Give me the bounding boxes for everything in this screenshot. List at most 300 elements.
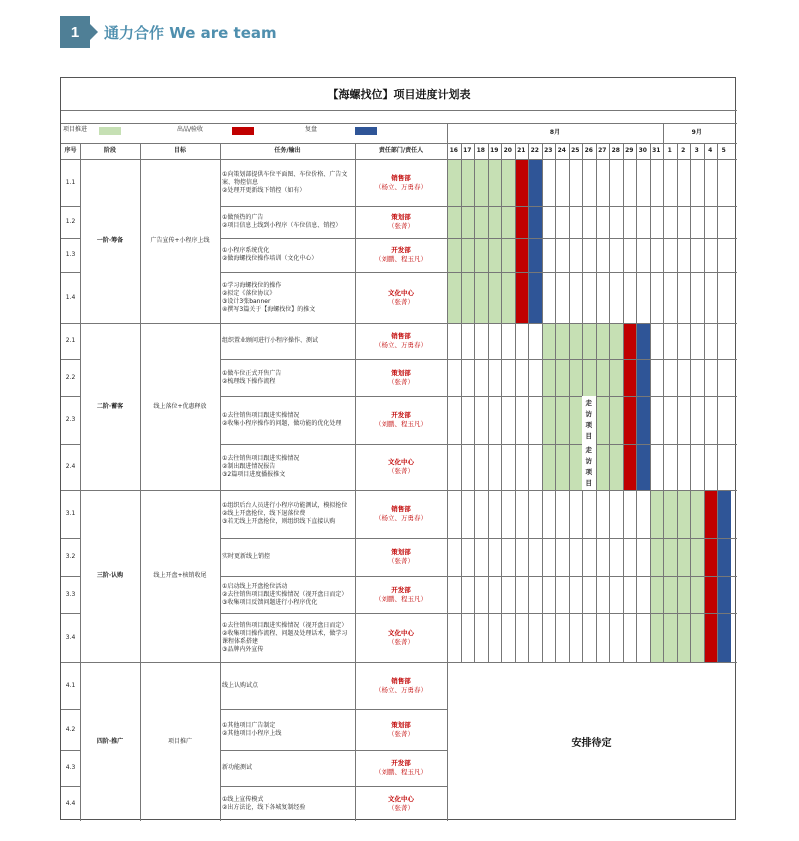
schedule-cell-progress	[501, 206, 515, 238]
month-label-aug: 8月	[549, 129, 561, 136]
row-border	[220, 359, 737, 360]
schedule-cell-review	[636, 323, 650, 359]
schedule-cell-progress	[488, 272, 502, 323]
schedule-cell-progress	[447, 206, 461, 238]
day-header: 18	[476, 147, 485, 154]
task-line: ①线上宣传模式	[222, 795, 264, 803]
dept-name: 开发部	[391, 759, 411, 767]
row-dept	[355, 396, 447, 444]
legend-border	[61, 123, 737, 124]
schedule-cell-progress	[461, 238, 475, 272]
row-border	[61, 206, 80, 207]
schedule-cell-progress	[650, 490, 664, 538]
row-dept	[355, 323, 447, 359]
row-seq: 3.2	[65, 553, 76, 560]
schedule-cell-progress	[461, 159, 475, 206]
schedule-cell-delivery	[623, 396, 637, 444]
col-header-dept: 责任部门/责任人	[378, 147, 424, 154]
day-divider	[690, 143, 691, 662]
row-seq: 2.1	[65, 337, 76, 344]
schedule-cell-progress	[677, 538, 691, 576]
day-divider	[677, 143, 678, 662]
schedule-cell-progress	[650, 613, 664, 662]
schedule-cell-review	[528, 159, 542, 206]
schedule-cell-progress	[461, 206, 475, 238]
section-number-badge: 1	[60, 16, 90, 48]
row-dept	[355, 662, 447, 709]
schedule-cell-review	[636, 444, 650, 490]
row-task	[222, 662, 353, 709]
schedule-cell-progress	[569, 323, 583, 359]
schedule-cell-progress	[555, 396, 569, 444]
row-border	[61, 613, 80, 614]
row-task	[222, 323, 353, 359]
column-divider	[355, 143, 356, 821]
dept-person: （张菁）	[388, 557, 414, 565]
task-line: ①去往销售项目跟进实操情况（视开盘日而定）	[222, 621, 348, 629]
schedule-cell-delivery	[515, 159, 529, 206]
dept-name: 销售部	[391, 332, 411, 340]
column-divider	[80, 143, 81, 821]
schedule-cell-progress	[663, 538, 677, 576]
schedule-cell-progress	[488, 159, 502, 206]
schedule-cell-delivery	[515, 206, 529, 238]
schedule-cell-delivery	[515, 238, 529, 272]
schedule-cell-delivery	[515, 272, 529, 323]
schedule-cell-progress	[461, 272, 475, 323]
row-seq: 3.3	[65, 590, 76, 598]
stage-cell: 一阶·筹备	[96, 237, 124, 244]
row-seq: 4.2	[65, 725, 76, 733]
task-line: ③品牌内外宣传	[222, 645, 264, 653]
row-seq: 3.4	[65, 633, 76, 641]
task-line: ②制出跟进情况报告	[222, 463, 276, 470]
schedule-cell-progress	[663, 490, 677, 538]
stage-cell: 二阶·蓄客	[96, 402, 124, 410]
day-header: 30	[638, 147, 647, 154]
day-divider	[501, 143, 502, 662]
row-border	[61, 709, 80, 710]
schedule-cell-progress	[501, 159, 515, 206]
schedule-cell-progress	[488, 238, 502, 272]
row-task	[222, 786, 353, 821]
dept-person: （刘鹏、程玉凡）	[375, 255, 427, 263]
pending-label: 安排待定	[571, 738, 612, 749]
schedule-cell-progress	[690, 490, 704, 538]
dept-name: 开发部	[391, 246, 411, 254]
section-title: 通力合作 We are team	[104, 23, 277, 42]
schedule-cell-progress	[542, 359, 556, 396]
schedule-cell-progress	[609, 396, 623, 444]
row-border	[220, 750, 447, 751]
row-border	[61, 538, 80, 539]
schedule-cell-progress	[596, 359, 610, 396]
schedule-cell-progress	[690, 613, 704, 662]
schedule-cell-progress	[447, 272, 461, 323]
dept-name: 销售部	[391, 676, 411, 685]
row-task	[222, 613, 353, 662]
task-line: 组织置业顾问进行小程序操作、测试	[222, 337, 319, 344]
dept-person: （杨立、万勇春）	[375, 514, 427, 522]
dept-person: （刘鹏、程玉凡）	[375, 594, 427, 603]
visit-note-char: 访	[585, 457, 592, 465]
legend-label: 项目推进	[63, 126, 88, 133]
day-header: 17	[463, 147, 472, 154]
row-border	[61, 238, 80, 239]
sheet-title-border	[61, 110, 737, 111]
row-seq: 4.1	[65, 681, 76, 689]
schedule-cell-progress	[677, 490, 691, 538]
schedule-cell-progress	[663, 576, 677, 613]
row-border	[61, 396, 80, 397]
row-border	[220, 576, 737, 577]
schedule-cell-progress	[555, 359, 569, 396]
row-task	[222, 396, 353, 444]
row-border	[61, 444, 80, 445]
row-seq: 4.4	[65, 799, 76, 807]
row-dept	[355, 238, 447, 272]
schedule-cell-progress	[542, 444, 556, 490]
schedule-cell-progress	[447, 238, 461, 272]
visit-note	[582, 444, 596, 490]
schedule-cell-progress	[542, 396, 556, 444]
task-line: ①其他项目广告制定	[222, 721, 276, 729]
row-task	[222, 359, 353, 396]
row-task	[222, 238, 353, 272]
row-task	[222, 272, 353, 323]
row-dept	[355, 359, 447, 396]
row-seq: 2.4	[65, 463, 76, 470]
row-dept	[355, 709, 447, 750]
task-line: ②处理开更新线下销控（如有）	[222, 186, 306, 194]
schedule-cell-review	[717, 538, 731, 576]
dept-name: 开发部	[391, 585, 411, 594]
row-dept	[355, 490, 447, 538]
day-divider	[596, 143, 597, 662]
day-divider	[555, 143, 556, 662]
visit-note-char: 目	[585, 432, 592, 440]
schedule-cell-review	[528, 206, 542, 238]
visit-note-char: 目	[585, 479, 592, 487]
row-border	[220, 709, 447, 710]
stage-cell: 四阶·推广	[96, 737, 124, 745]
day-header: 29	[625, 147, 634, 154]
day-divider	[609, 143, 610, 662]
schedule-cell-progress	[569, 396, 583, 444]
row-border	[220, 444, 737, 445]
schedule-cell-review	[717, 576, 731, 613]
day-header: 23	[544, 147, 553, 154]
day-divider	[623, 143, 624, 662]
schedule-cell-review	[636, 359, 650, 396]
task-line: ①向策划部提供车位平面图、车位价格、广告文案、物控信息	[222, 170, 348, 186]
schedule-cell-progress	[501, 272, 515, 323]
row-dept	[355, 272, 447, 323]
schedule-cell-delivery	[623, 359, 637, 396]
dept-person: （张菁）	[388, 637, 414, 646]
row-border	[220, 786, 447, 787]
dept-name: 文化中心	[388, 628, 414, 637]
legend-label: 复盘	[305, 126, 318, 133]
day-divider	[542, 143, 543, 662]
row-dept	[355, 613, 447, 662]
row-task	[222, 576, 353, 613]
goal-cell: 线上落位+优惠释放	[153, 402, 207, 410]
schedule-cell-progress	[555, 323, 569, 359]
dept-person: （张菁）	[388, 222, 414, 230]
row-dept	[355, 159, 447, 206]
dept-person: （张菁）	[388, 297, 414, 306]
schedule-cell-progress	[663, 613, 677, 662]
col-header-seq: 序号	[64, 147, 77, 154]
schedule-cell-delivery	[704, 576, 718, 613]
row-border	[61, 576, 80, 577]
dept-name: 文化中心	[388, 288, 414, 297]
day-divider	[461, 143, 462, 662]
row-seq: 3.1	[65, 510, 76, 517]
day-header: 25	[571, 147, 580, 154]
schedule-cell-progress	[677, 613, 691, 662]
dept-name: 开发部	[391, 411, 411, 419]
dept-person: （杨立、万勇春）	[375, 341, 427, 349]
dept-person: （杨立、万勇春）	[375, 182, 427, 191]
task-line: ②拟定《落位协议》	[222, 289, 276, 297]
row-dept	[355, 206, 447, 238]
task-line: ①做车位正式开售广告	[222, 369, 282, 377]
row-seq: 4.3	[65, 764, 76, 771]
day-divider	[636, 143, 637, 662]
task-line: ①组织后台人员进行小程序功能测试，模拟抢位	[222, 502, 348, 509]
row-border	[61, 359, 80, 360]
visit-note-char: 项	[585, 421, 592, 429]
goal-cell: 线上开盘+核销收尾	[153, 572, 207, 579]
schedule-cell-progress	[596, 323, 610, 359]
day-header: 24	[557, 147, 566, 154]
dept-person: （刘鹏、程玉凡）	[375, 768, 427, 776]
legend-swatch	[99, 127, 121, 135]
day-header: 27	[598, 147, 607, 154]
day-divider	[528, 143, 529, 662]
day-header: 20	[503, 147, 512, 154]
schedule-cell-progress	[488, 206, 502, 238]
month-divider	[447, 123, 448, 143]
schedule-cell-progress	[609, 359, 623, 396]
row-dept	[355, 444, 447, 490]
legend-label: 出品/验收	[177, 126, 204, 133]
task-line: ②项目信息上线到小程序（车位信息、销控）	[222, 222, 342, 229]
legend-swatch	[355, 127, 377, 135]
visit-note	[582, 396, 596, 444]
col-header-goal: 目标	[173, 147, 186, 154]
schedule-cell-progress	[447, 159, 461, 206]
dept-person: （张菁）	[388, 467, 414, 475]
dept-name: 销售部	[391, 505, 411, 513]
goal-cell: 广告宣传+小程序上线	[150, 237, 210, 244]
schedule-cell-review	[717, 490, 731, 538]
row-dept	[355, 538, 447, 576]
day-header: 4	[708, 147, 713, 154]
schedule-cell-progress	[650, 538, 664, 576]
task-line: ②线上开盘抢位，线下退落位费	[222, 510, 306, 517]
row-task	[222, 444, 353, 490]
row-border	[61, 750, 80, 751]
row-task	[222, 750, 353, 786]
day-header: 21	[517, 147, 526, 154]
schedule-cell-progress	[596, 444, 610, 490]
schedule-cell-progress	[474, 159, 488, 206]
row-border	[220, 272, 737, 273]
legend-swatch	[232, 127, 254, 135]
dept-name: 策划部	[391, 368, 411, 377]
col-header-stage: 阶段	[103, 147, 116, 154]
task-line: ②收集小程序操作的问题，做功能的优化处理	[222, 420, 342, 427]
task-line: ②做海螺找位操作培训（文化中心）	[222, 255, 318, 262]
task-line: ①去往销售项目跟进实操情况	[222, 455, 300, 462]
row-seq: 1.2	[65, 218, 76, 225]
month-label-sep: 9月	[691, 129, 702, 136]
section-header	[60, 16, 277, 48]
row-seq: 1.3	[65, 251, 76, 258]
day-divider	[569, 143, 570, 662]
day-header: 31	[652, 147, 661, 154]
col-header-task: 任务/输出	[274, 147, 301, 154]
schedule-cell-progress	[677, 576, 691, 613]
schedule-cell-progress	[569, 444, 583, 490]
schedule-cell-progress	[474, 238, 488, 272]
schedule-cell-progress	[582, 323, 596, 359]
task-line: ③设计3张banner	[222, 297, 271, 305]
day-header: 2	[681, 147, 686, 154]
schedule-cell-progress	[582, 359, 596, 396]
day-divider	[488, 143, 489, 662]
task-line: ①去往销售项目跟进实操情况	[222, 412, 300, 419]
row-seq: 2.2	[65, 373, 76, 381]
schedule-cell-progress	[650, 576, 664, 613]
row-dept	[355, 750, 447, 786]
task-line: ③2篇项目进度播报推文	[222, 471, 286, 478]
schedule-cell-progress	[569, 359, 583, 396]
task-line: ①做预热的广告	[222, 214, 264, 221]
row-border	[61, 786, 80, 787]
visit-note-char: 访	[585, 410, 592, 418]
task-line: ②收集项目操作流程、问题及处理话术，做学习课程体系搭建	[222, 629, 348, 645]
row-task	[222, 490, 353, 538]
schedule-cell-review	[636, 396, 650, 444]
day-header: 3	[694, 147, 699, 154]
dept-person: （张菁）	[388, 803, 414, 812]
dept-name: 文化中心	[388, 458, 414, 466]
schedule-cell-progress	[555, 444, 569, 490]
task-line: ③收集项目反馈问题进行小程序优化	[222, 598, 318, 606]
row-border	[220, 613, 737, 614]
dept-person: （张菁）	[388, 377, 414, 386]
day-divider	[704, 143, 705, 662]
row-dept	[355, 576, 447, 613]
schedule-cell-review	[528, 272, 542, 323]
day-header: 5	[721, 147, 726, 154]
schedule-cell-progress	[690, 538, 704, 576]
task-line: 新功能测试	[222, 764, 253, 771]
row-border	[220, 538, 737, 539]
day-divider	[717, 143, 718, 662]
task-line: 实时更新线上销控	[222, 553, 271, 560]
row-dept	[355, 786, 447, 821]
row-border	[220, 238, 737, 239]
schedule-cell-progress	[474, 272, 488, 323]
visit-note-char: 项	[585, 468, 592, 476]
column-divider	[220, 143, 221, 821]
row-task	[222, 159, 353, 206]
day-header: 1	[667, 147, 672, 154]
dept-name: 策划部	[391, 720, 411, 729]
row-task	[222, 206, 353, 238]
row-border	[220, 206, 737, 207]
row-seq: 1.4	[65, 293, 76, 301]
schedule-cell-progress	[501, 238, 515, 272]
schedule-cell-review	[717, 613, 731, 662]
task-line: ②其他项目小程序上线	[222, 729, 282, 737]
visit-note-char: 走	[585, 446, 592, 454]
task-line: ③若无线上开盘抢位，则组织线下直接认购	[222, 518, 336, 525]
dept-name: 策划部	[391, 213, 411, 221]
day-header: 16	[449, 147, 458, 154]
task-line: ②梳理线下操作流程	[222, 377, 276, 385]
day-header: 19	[490, 147, 499, 154]
schedule-cell-progress	[596, 396, 610, 444]
day-header: 26	[584, 147, 593, 154]
schedule-sheet	[60, 77, 736, 820]
day-divider	[474, 143, 475, 662]
row-seq: 1.1	[65, 178, 76, 186]
row-border	[61, 272, 80, 273]
schedule-cell-delivery	[704, 490, 718, 538]
row-task	[222, 538, 353, 576]
visit-note-char: 走	[585, 399, 592, 407]
day-header: 22	[530, 147, 539, 154]
schedule-cell-progress	[474, 206, 488, 238]
dept-name: 销售部	[391, 173, 411, 182]
row-border	[220, 396, 737, 397]
goal-cell: 项目推广	[167, 737, 192, 745]
row-seq: 2.3	[65, 416, 76, 423]
task-line: ②出方法论，线下各城复制经验	[222, 803, 306, 811]
schedule-cell-progress	[690, 576, 704, 613]
schedule-cell-progress	[609, 323, 623, 359]
schedule-cell-delivery	[704, 538, 718, 576]
day-header: 28	[611, 147, 620, 154]
task-line: 线上认购试点	[222, 681, 259, 689]
dept-name: 文化中心	[388, 794, 414, 803]
dept-person: （刘鹏、程玉凡）	[375, 420, 427, 428]
task-line: ①小程序系统优化	[222, 247, 270, 254]
day-divider	[663, 143, 664, 662]
schedule-cell-progress	[542, 323, 556, 359]
column-divider	[140, 143, 141, 821]
dept-person: （张菁）	[388, 729, 414, 738]
schedule-cell-progress	[609, 444, 623, 490]
task-line: ④撰写3篇关于【海螺找位】的推文	[222, 305, 316, 313]
dept-person: （杨立、万勇春）	[375, 685, 427, 694]
task-line: ①学习海螺找位的操作	[222, 281, 282, 289]
dept-name: 策划部	[391, 548, 411, 556]
row-task	[222, 709, 353, 750]
schedule-cell-delivery	[704, 613, 718, 662]
sheet-title: 【海螺找位】项目进度计划表	[327, 88, 471, 101]
day-divider	[650, 143, 651, 662]
day-divider	[515, 143, 516, 662]
month-divider	[663, 123, 664, 143]
schedule-cell-delivery	[623, 444, 637, 490]
